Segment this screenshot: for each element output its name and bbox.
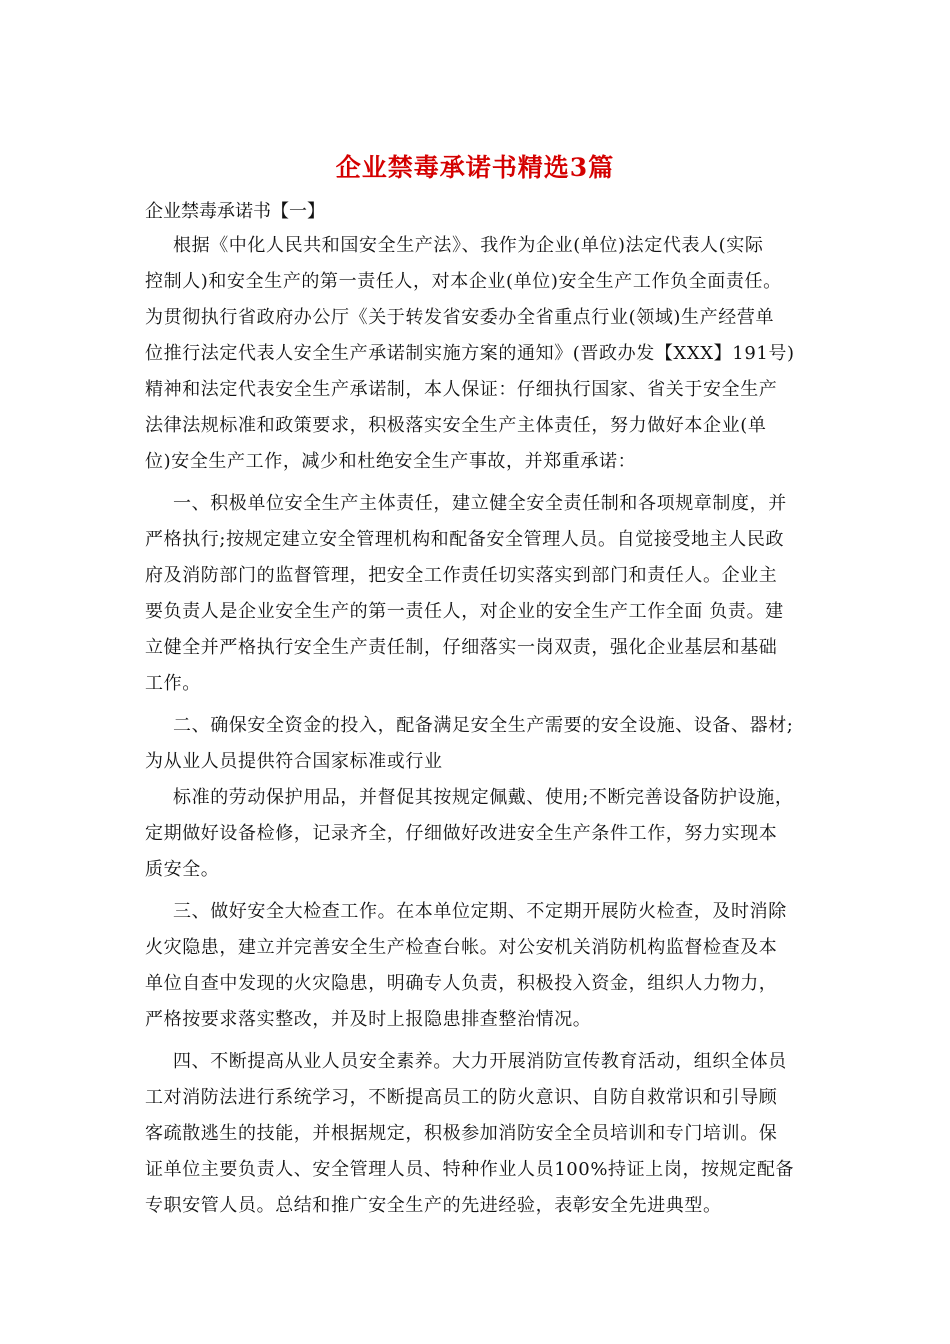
- body-line: 客疏散逃生的技能，并根据规定，积极参加消防安全全员培训和专门培训。保: [145, 1123, 778, 1144]
- body-line: 火灾隐患，建立并完善安全生产检查台帐。对公安机关消防机构监督检查及本: [145, 937, 778, 958]
- body-line: 精神和法定代表安全生产承诺制，本人保证：仔细执行国家、省关于安全生产: [145, 379, 778, 400]
- body-line: 标准的劳动保护用品，并督促其按规定佩戴、使用;不断完善设备防护设施，: [173, 787, 794, 808]
- body-line: 工作。: [145, 673, 201, 694]
- body-line: 位推行法定代表人安全生产承诺制实施方案的通知》(晋政办发【XXX】191号): [145, 343, 795, 364]
- body-line: 单位自查中发现的火灾隐患，明确专人负责，积极投入资金，组织人力物力，: [145, 973, 778, 994]
- body-line: 证单位主要负责人、安全管理人员、特种作业人员100%持证上岗，按规定配备: [145, 1159, 795, 1180]
- body-line: 一、积极单位安全生产主体责任，建立健全安全责任制和各项规章制度，并: [173, 493, 787, 514]
- body-line: 定期做好设备检修，记录齐全，仔细做好改进安全生产条件工作，努力实现本: [145, 823, 778, 844]
- body-line: 严格按要求落实整改，并及时上报隐患排查整治情况。: [145, 1009, 592, 1030]
- body-line: 三、做好安全大检查工作。在本单位定期、不定期开展防火检查，及时消除: [173, 901, 787, 922]
- body-line: 严格执行;按规定建立安全管理机构和配备安全管理人员。自觉接受地主人民政: [145, 529, 785, 550]
- body-line: 立健全并严格执行安全生产责任制，仔细落实一岗双责，强化企业基层和基础: [145, 637, 778, 658]
- body-line: 工对消防法进行系统学习，不断提高员工的防火意识、自防自救常识和引导顾: [145, 1087, 778, 1108]
- body-line: 府及消防部门的监督管理，把安全工作责任切实落实到部门和责任人。企业主: [145, 565, 778, 586]
- body-line: 控制人)和安全生产的第一责任人，对本企业(单位)安全生产工作负全面责任。: [145, 271, 782, 292]
- body-line: 为从业人员提供符合国家标准或行业: [145, 751, 443, 772]
- body-line: 为贯彻执行省政府办公厅《关于转发省安委办全省重点行业(领域)生产经营单: [145, 307, 775, 328]
- document-title: 企业禁毒承诺书精选3篇: [335, 153, 615, 182]
- body-line: 专职安管人员。总结和推广安全生产的先进经验，表彰安全先进典型。: [145, 1195, 722, 1216]
- body-line: 要负责人是企业安全生产的第一责任人，对企业的安全生产工作全面 负责。建: [145, 601, 784, 622]
- body-line: 位)安全生产工作，减少和杜绝安全生产事故，并郑重承诺：: [145, 451, 637, 472]
- section-heading: 企业禁毒承诺书【一】: [145, 201, 325, 222]
- body-line: 根据《中化人民共和国安全生产法》、我作为企业(单位)法定代表人(实际: [173, 235, 764, 256]
- body-line: 四、不断提高从业人员安全素养。大力开展消防宣传教育活动，组织全体员: [173, 1051, 787, 1072]
- body-line: 二、确保安全资金的投入，配备满足安全生产需要的安全设施、设备、器材;: [173, 715, 794, 736]
- body-line: 法律法规标准和政策要求，积极落实安全生产主体责任，努力做好本企业(单: [145, 415, 767, 436]
- body-line: 质安全。: [145, 859, 220, 880]
